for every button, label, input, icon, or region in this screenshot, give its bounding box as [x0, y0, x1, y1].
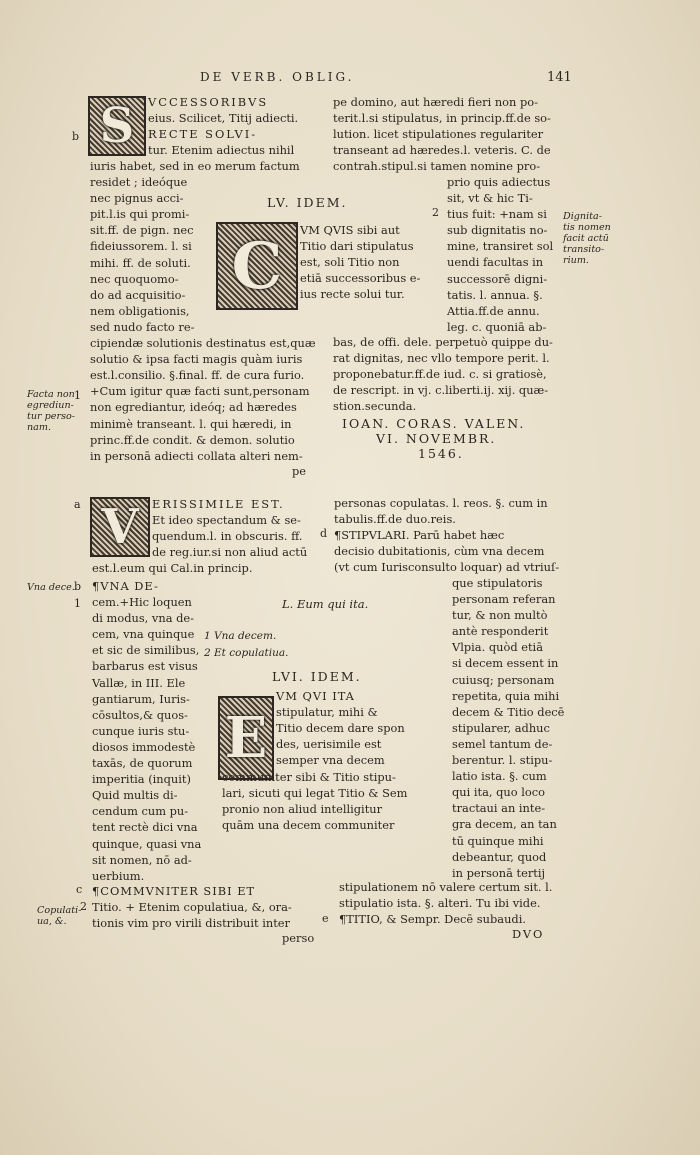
text-line: personas copulatas. l. reos. §. cum in: [334, 496, 548, 510]
text-line: in personā tertij: [452, 865, 546, 880]
text-line: ¶TITIO, & Sempr. Decē subaudi.: [339, 912, 526, 927]
text-line: quendum.l. in obscuris. ff.: [152, 529, 303, 544]
text-line: quām una decem communiter: [222, 818, 395, 833]
text-line: do ad acquisitio-: [90, 287, 186, 302]
right-bottom-intro: [334, 495, 559, 575]
text-line: sit, vt & hic Ti-: [447, 191, 533, 206]
text-line: Quid multis di-: [92, 788, 178, 803]
text-line: de reg.iur.si non aliud actū: [152, 545, 308, 560]
right-column-top: [333, 94, 551, 174]
text-line: uerbium.: [92, 868, 145, 883]
text-line: decisio dubitationis, cùm vna decem: [334, 544, 545, 559]
text-line: Titio. + Etenim copulatiua, &, ora-: [92, 900, 292, 915]
margin-mark: 1: [74, 389, 81, 402]
text-line: fideiussorem. l. si: [90, 239, 192, 254]
margin-mark: d: [320, 527, 328, 540]
section-heading-lvi: LVI. IDEM.: [272, 669, 362, 684]
text-line: personam referan: [452, 592, 556, 607]
text-line: tū quinque mihi: [452, 833, 544, 848]
text-line: imperitia (inquit): [92, 772, 191, 787]
text-line: in personā adiecti collata alteri nem-: [90, 448, 303, 463]
lemma-title: L. Eum qui ita.: [282, 597, 369, 611]
text-line: tius fuit: +nam si: [447, 207, 547, 222]
text-line: rat dignitas, nec vllo tempore perit. l.: [333, 351, 550, 366]
text-line: ius recte solui tur.: [300, 287, 405, 302]
text-line: et sic de similibus,: [92, 643, 200, 658]
text-line: prio quis adiectus: [447, 175, 551, 189]
text-line: bas, de offi. dele. perpetuò quippe du-: [333, 335, 553, 349]
text-line: communiter sibi & Titio stipu-: [222, 770, 396, 784]
margin-mark: c: [76, 883, 83, 896]
text-line: que stipulatoris: [452, 576, 543, 590]
text-line: quinque, quasi vna: [92, 836, 202, 851]
running-head: DE VERB. OBLIG.: [200, 70, 355, 84]
section-heading-lv: LV. IDEM.: [267, 195, 348, 210]
text-line: lution. licet stipulationes regulariter: [333, 127, 544, 142]
text-line: contrah.stipul.si tamen nomine pro-: [333, 159, 541, 174]
text-line: cem.+Hic loquen: [92, 595, 192, 610]
text-line: semel tantum de-: [452, 736, 553, 751]
catchword: perso: [282, 931, 315, 945]
text-line: pronio non aliud intelligitur: [222, 802, 383, 817]
catchword: pe: [292, 464, 307, 478]
text-line: minimè transeant. l. qui hæredi, in: [90, 416, 292, 431]
text-line: stipulatur, mihi &: [276, 705, 378, 720]
text-line: (vt cum Iurisconsulto loquar) ad vtriuſ-: [334, 560, 560, 575]
text-line: stipularer, adhuc: [452, 720, 550, 735]
text-line: residet ; ideóque: [90, 175, 188, 190]
text-line: Et ideo spectandum & se-: [152, 513, 301, 528]
text-line: Vallæ, in III. Ele: [92, 675, 186, 690]
text-line: tionis vim pro virili distribuit inter: [92, 916, 290, 931]
lv-text: [300, 222, 420, 302]
catchword: DVO: [512, 927, 545, 941]
lemma-item: 2 Et copulatiua.: [204, 647, 289, 659]
text-line: decem & Titio decē: [452, 704, 565, 719]
left-bottom-intro: [152, 496, 307, 560]
text-line: tur. Etenim adiectus nihil: [148, 143, 295, 158]
text-line: tatis. l. annua. §.: [447, 287, 543, 302]
text-line: cunque iuris stu-: [92, 723, 190, 738]
text-line: ¶STIPVLARI. Parū habet hæc: [334, 528, 505, 543]
text-line: eius. Scilicet, Titij adiecti.: [148, 111, 299, 126]
dropcap-c: C: [216, 222, 298, 310]
text-line: ¶VNA DE-: [92, 579, 159, 593]
text-line: si decem essent in: [452, 656, 559, 671]
text-line: tent rectè dici vna: [92, 820, 198, 835]
signature-date: VI. NOVEMBR.: [376, 431, 497, 446]
margin-mark: e: [322, 912, 329, 925]
text-line: solutio & ipsa facti magis quàm iuris: [90, 352, 303, 367]
margin-note: Copulati- ua, &.: [37, 905, 82, 927]
margin-mark: b: [74, 580, 82, 593]
text-line: taxās, de quorum: [92, 756, 193, 771]
text-line: transeant ad hæredes.l. veteris. C. de: [333, 143, 551, 158]
margin-note: Dignita- tis nomen facit actū transito- rium.: [563, 211, 611, 266]
text-line: leg. c. quoniā ab-: [447, 319, 547, 334]
text-line: VM QVI ITA: [276, 689, 355, 703]
text-line: ¶COMMVNITER SIBI ET: [92, 884, 256, 898]
dropcap-s: S: [88, 96, 146, 156]
text-line: de rescript. in vj. c.liberti.ij. xij. quæ-: [333, 383, 549, 398]
text-line: repetita, quia mihi: [452, 688, 560, 703]
text-line: di modus, vna de-: [92, 611, 194, 626]
text-line: terit.l.si stipulatus, in princip.ff.de so-: [333, 111, 551, 126]
text-line: princ.ff.de condit. & demon. solutio: [90, 432, 295, 447]
text-line: latio ista. §. cum: [452, 769, 547, 784]
text-line: est.l.eum qui Cal.in princip.: [92, 561, 253, 575]
text-line: debeantur, quod: [452, 849, 547, 864]
margin-mark: 2: [432, 206, 439, 219]
text-line: iuris habet, sed in eo merum factum: [90, 159, 300, 173]
text-line: semper vna decem: [276, 753, 385, 768]
text-line: +Cum igitur quæ facti sunt,personam: [90, 384, 310, 399]
text-line: diosos immodestè: [92, 739, 196, 754]
text-line: est.l.consilio. §.final. ff. de cura furio.: [90, 368, 305, 383]
text-line: VM QVIS sibi aut: [300, 223, 400, 237]
text-line: sit nomen, nō ad-: [92, 852, 192, 867]
text-line: Titio decem dare spon: [276, 721, 405, 736]
text-line: mihi. ff. de soluti.: [90, 255, 191, 270]
text-line: est, soli Titio non: [300, 255, 400, 270]
page-number: 141: [547, 70, 572, 85]
lvi-text-b: [222, 769, 407, 833]
text-line: lari, sicuti qui legat Titio & Sem: [222, 786, 408, 801]
text-line: berentur. l. stipu-: [452, 753, 553, 768]
signature-name: IOAN. CORAS. VALEN.: [342, 416, 526, 431]
text-line: cipiendæ solutionis destinatus est,quæ: [90, 336, 316, 351]
dropcap-e: E: [218, 696, 274, 780]
left-bottom-end: [92, 883, 292, 931]
text-line: stipulatio ista. §. alteri. Tu ibi vide.: [339, 896, 541, 911]
text-line: proponebatur.ff.de iud. c. si gratiosè,: [333, 367, 547, 382]
text-line: antè responderit: [452, 624, 549, 639]
right-bottom-column: [452, 575, 564, 881]
text-line: VCCESSORIBVS: [148, 95, 269, 109]
text-line: cōsultos,& quos-: [92, 707, 188, 722]
left-bottom-column: [92, 578, 201, 884]
text-line: nem obligationis,: [90, 303, 190, 318]
text-line: Titio dari stipulatus: [300, 239, 414, 254]
text-line: gra decem, an tan: [452, 817, 557, 832]
right-column-mid: [333, 334, 553, 414]
right-column-top-b: [447, 174, 553, 335]
text-line: non egrediantur, ideóq; ad hæredes: [90, 400, 297, 415]
margin-mark: a: [74, 498, 81, 511]
text-line: etiā successoribus e-: [300, 271, 421, 286]
text-line: stipulationem nō valere certum sit. l.: [339, 880, 553, 894]
text-line: gantiarum, Iuris-: [92, 691, 190, 706]
signature-year: 1546.: [418, 446, 464, 461]
text-line: mine, transiret sol: [447, 239, 554, 254]
left-column-top: [148, 94, 298, 158]
text-line: uendi facultas in: [447, 255, 544, 270]
left-bottom-intro-end: [92, 560, 252, 576]
text-line: pe domino, aut hæredi fieri non po-: [333, 95, 538, 109]
dropcap-v: V: [90, 497, 150, 557]
text-line: sed nudo facto re-: [90, 319, 195, 334]
text-line: stion.secunda.: [333, 399, 417, 414]
margin-note: Facta non egrediun- tur perso- nam.: [27, 389, 76, 433]
text-line: tractaui an inte-: [452, 801, 546, 816]
right-bottom-end: [339, 879, 552, 927]
margin-mark: 2: [80, 900, 87, 913]
text-line: cendum cum pu-: [92, 804, 189, 819]
text-line: RECTE SOLVI-: [148, 127, 258, 142]
text-line: ERISSIMILE EST.: [152, 497, 285, 511]
text-line: tabulis.ff.de duo.reis.: [334, 512, 456, 527]
lvi-text: [276, 688, 405, 768]
margin-note: Vna dece.: [27, 582, 75, 593]
text-line: cem, vna quinque: [92, 627, 195, 642]
margin-mark: b: [72, 130, 80, 143]
text-line: nec quoquomo-: [90, 271, 179, 286]
text-line: nec pignus acci-: [90, 191, 184, 206]
text-line: Vlpia. quòd etiā: [452, 640, 543, 655]
text-line: tur, & non multò: [452, 608, 548, 623]
text-line: sub dignitatis no-: [447, 223, 548, 238]
margin-mark: 1: [74, 597, 81, 610]
text-line: successorē digni-: [447, 271, 548, 286]
text-line: barbarus est visus: [92, 659, 198, 674]
text-line: pit.l.is qui promi-: [90, 207, 190, 222]
lemma-item: 1 Vna decem.: [204, 630, 277, 642]
text-line: sit.ff. de pign. nec: [90, 223, 194, 238]
text-line: des, uerisimile est: [276, 737, 382, 752]
text-line: qui ita, quo loco: [452, 785, 545, 800]
text-line: cuiusq; personam: [452, 672, 555, 687]
text-line: Attia.ff.de annu.: [447, 303, 540, 318]
